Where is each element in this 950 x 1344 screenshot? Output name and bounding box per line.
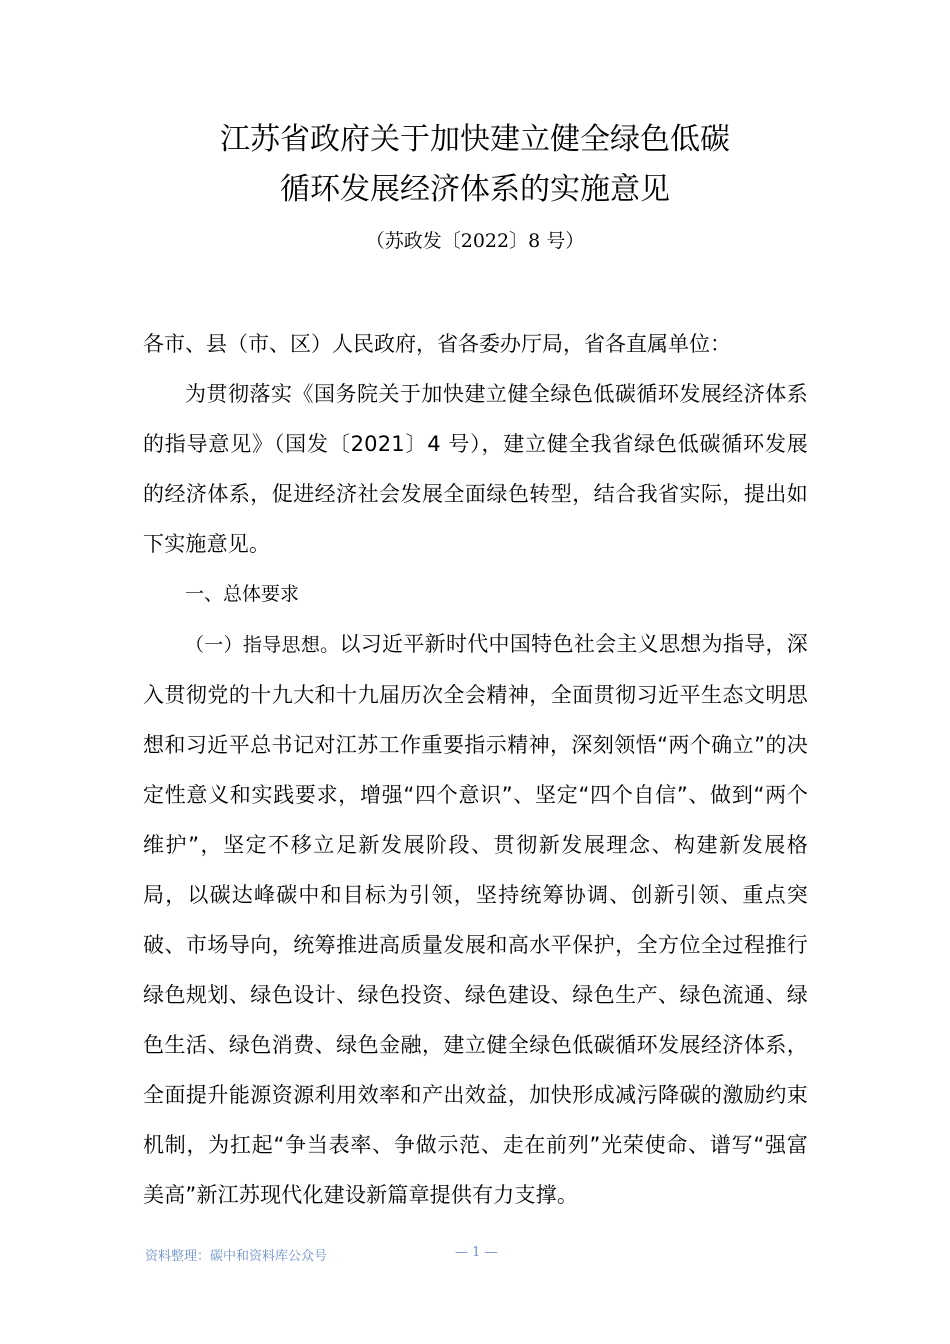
document-title-line-2: 循环发展经济体系的实施意见: [280, 172, 670, 207]
page-number: — 1 —: [455, 1245, 498, 1260]
salutation: 各市、县（市、区）人民政府，省各委办厅局，省各直属单位：: [143, 332, 731, 356]
document-body: [143, 319, 808, 1220]
document-number: （苏政发〔2022〕8 号）: [365, 230, 585, 252]
subsection-1-label: （一）指导思想。: [185, 634, 340, 656]
footer-source: 资料整理：碳中和资料库公众号: [145, 1249, 328, 1264]
document-title-line-1: 江苏省政府关于加快建立健全绿色低碳: [220, 122, 730, 157]
intro-paragraph: 为贯彻落实《国务院关于加快建立健全绿色低碳循环发展经济体系的指导意见》（国发〔2021〕4 号），建立健全我省绿色低碳循环发展的经济体系，促进经济社会发展全面绿色转型，结合我省实际，提出如下实施意见。: [143, 382, 808, 556]
subsection-1-text: 以习近平新时代中国特色社会主义思想为指导，深入贯彻党的十九大和十九届历次全会精神，全面贯彻习近平生态文明思想和习近平总书记对江苏工作重要指示精神，深刻领悟“两个确立”的决定性意义和实践要求，增强“四个意识”、坚定“四个自信”、做到“两个维护”，坚定不移立足新发展阶段、贯彻新发展理念、构建新发展格局，以碳达峰碳中和目标为引领，坚持统筹协调、创新引领、重点突破、市场导向，统筹推进高质量发展和高水平保护，全方位全过程推行绿色规划、绿色设计、绿色投资、绿色建设、绿色生产、绿色流通、绿色生活、绿色消费、绿色金融，建立健全绿色低碳循环发展经济体系，全面提升能源资源利用效率和产出效益，加快形成减污降碳的激励约束机制，为扛起“争当表率、争做示范、走在前列”光荣使命、谱写“强富美高”新江苏现代化建设新篇章提供有力支撑。: [143, 632, 808, 1207]
subsection-1-paragraph: [143, 619, 808, 1220]
section-heading-1: 一、总体要求: [185, 583, 300, 605]
